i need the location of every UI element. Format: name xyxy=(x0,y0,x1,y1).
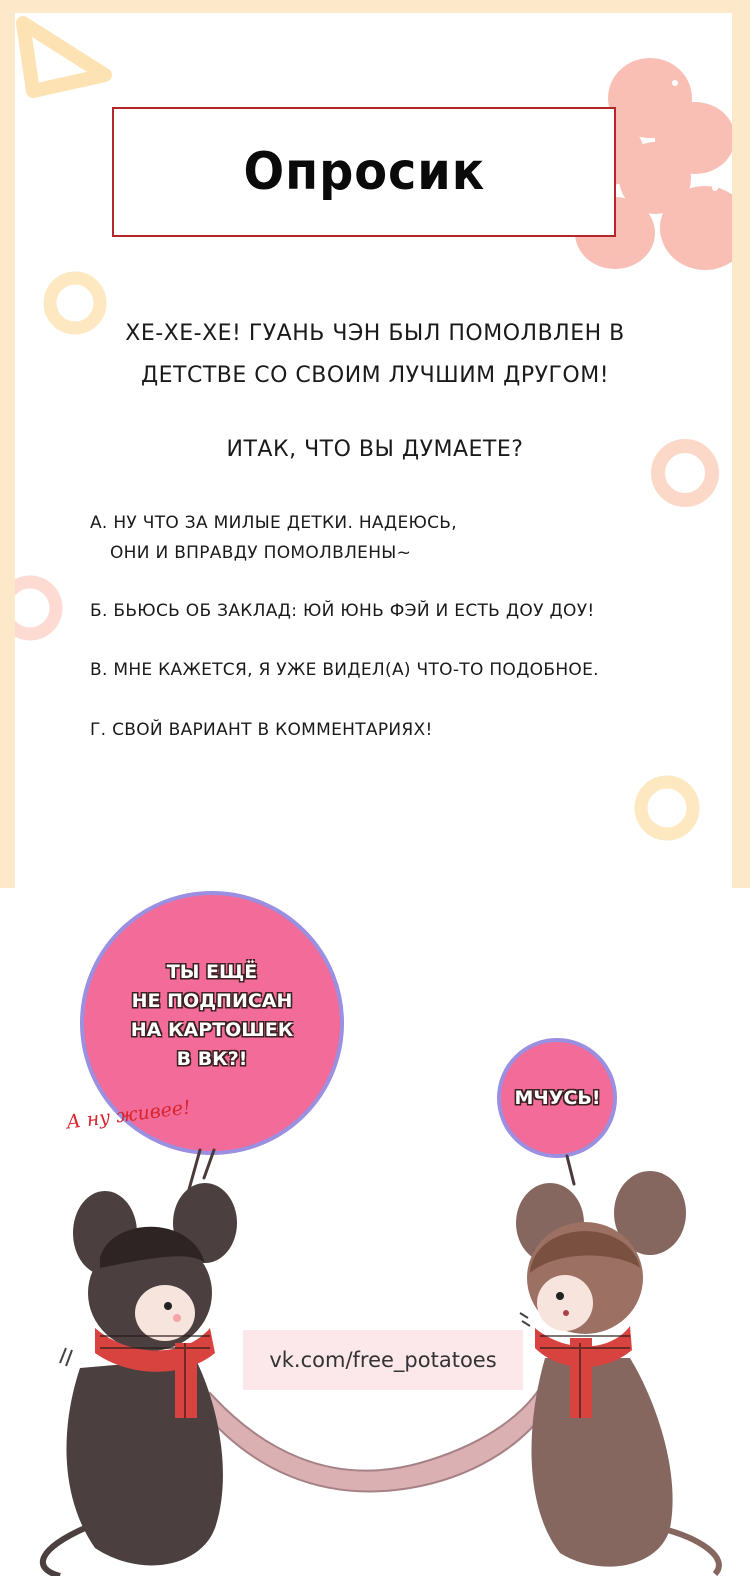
shared-scarf xyxy=(200,1388,548,1491)
triangle-decoration xyxy=(15,13,125,103)
poll-option-text: Г. СВОЙ ВАРИАНТ В КОММЕНТАРИЯХ! xyxy=(90,720,433,740)
poll-option-a xyxy=(90,508,457,568)
right-mouse-character xyxy=(516,1171,719,1574)
poll-intro-line: ДЕТСТВЕ СО СВОИМ ЛУЧШИМ ДРУГОМ! xyxy=(140,363,610,388)
poll-option-c xyxy=(90,655,599,685)
vk-link-box[interactable] xyxy=(243,1330,523,1390)
motion-marks xyxy=(60,1348,72,1366)
bubble-line: НЕ ПОДПИСАН xyxy=(131,990,293,1012)
bubble-line: НА КАРТОШЕК xyxy=(130,1019,294,1041)
poll-option-d xyxy=(90,715,433,745)
poll-option-b xyxy=(90,596,595,626)
bubble-line: ТЫ ЕЩЁ xyxy=(166,961,258,983)
poll-title-box xyxy=(112,107,616,237)
side-note: А ну живее! xyxy=(65,1096,192,1134)
poll-intro-line: ХЕ-ХЕ-ХЕ! ГУАНЬ ЧЭН БЫЛ ПОМОЛВЛЕН В xyxy=(125,321,625,346)
poll-question: ИТАК, ЧТО ВЫ ДУМАЕТЕ? xyxy=(226,437,524,462)
ring-decoration xyxy=(627,768,707,848)
poll-card xyxy=(15,13,732,888)
poll-intro xyxy=(75,313,675,397)
poll-option-text: В. МНЕ КАЖЕТСЯ, Я УЖЕ ВИДЕЛ(А) ЧТО-ТО ПОДОБНОЕ. xyxy=(90,660,599,680)
right-bubble-text: МЧУСЬ! xyxy=(514,1087,601,1109)
comic-panel xyxy=(0,888,750,1576)
left-mouse-character xyxy=(43,1183,237,1576)
poll-option-text: ОНИ И ВПРАВДУ ПОМОЛВЛЕНЫ~ xyxy=(110,543,412,563)
poll-option-text: Б. БЬЮСЬ ОБ ЗАКЛАД: ЮЙ ЮНЬ ФЭЙ И ЕСТЬ ДОУ ДОУ! xyxy=(90,601,595,621)
ring-decoration xyxy=(15,568,70,648)
vk-link[interactable]: vk.com/free_potatoes xyxy=(269,1348,497,1372)
left-bubble-text xyxy=(112,958,312,1074)
bubble-line: В ВК?! xyxy=(176,1048,248,1070)
motion-marks xyxy=(520,1313,530,1326)
poll-title: Опросик xyxy=(243,142,485,202)
poll-option-text: А. НУ ЧТО ЗА МИЛЫЕ ДЕТКИ. НАДЕЮСЬ, xyxy=(90,513,457,533)
